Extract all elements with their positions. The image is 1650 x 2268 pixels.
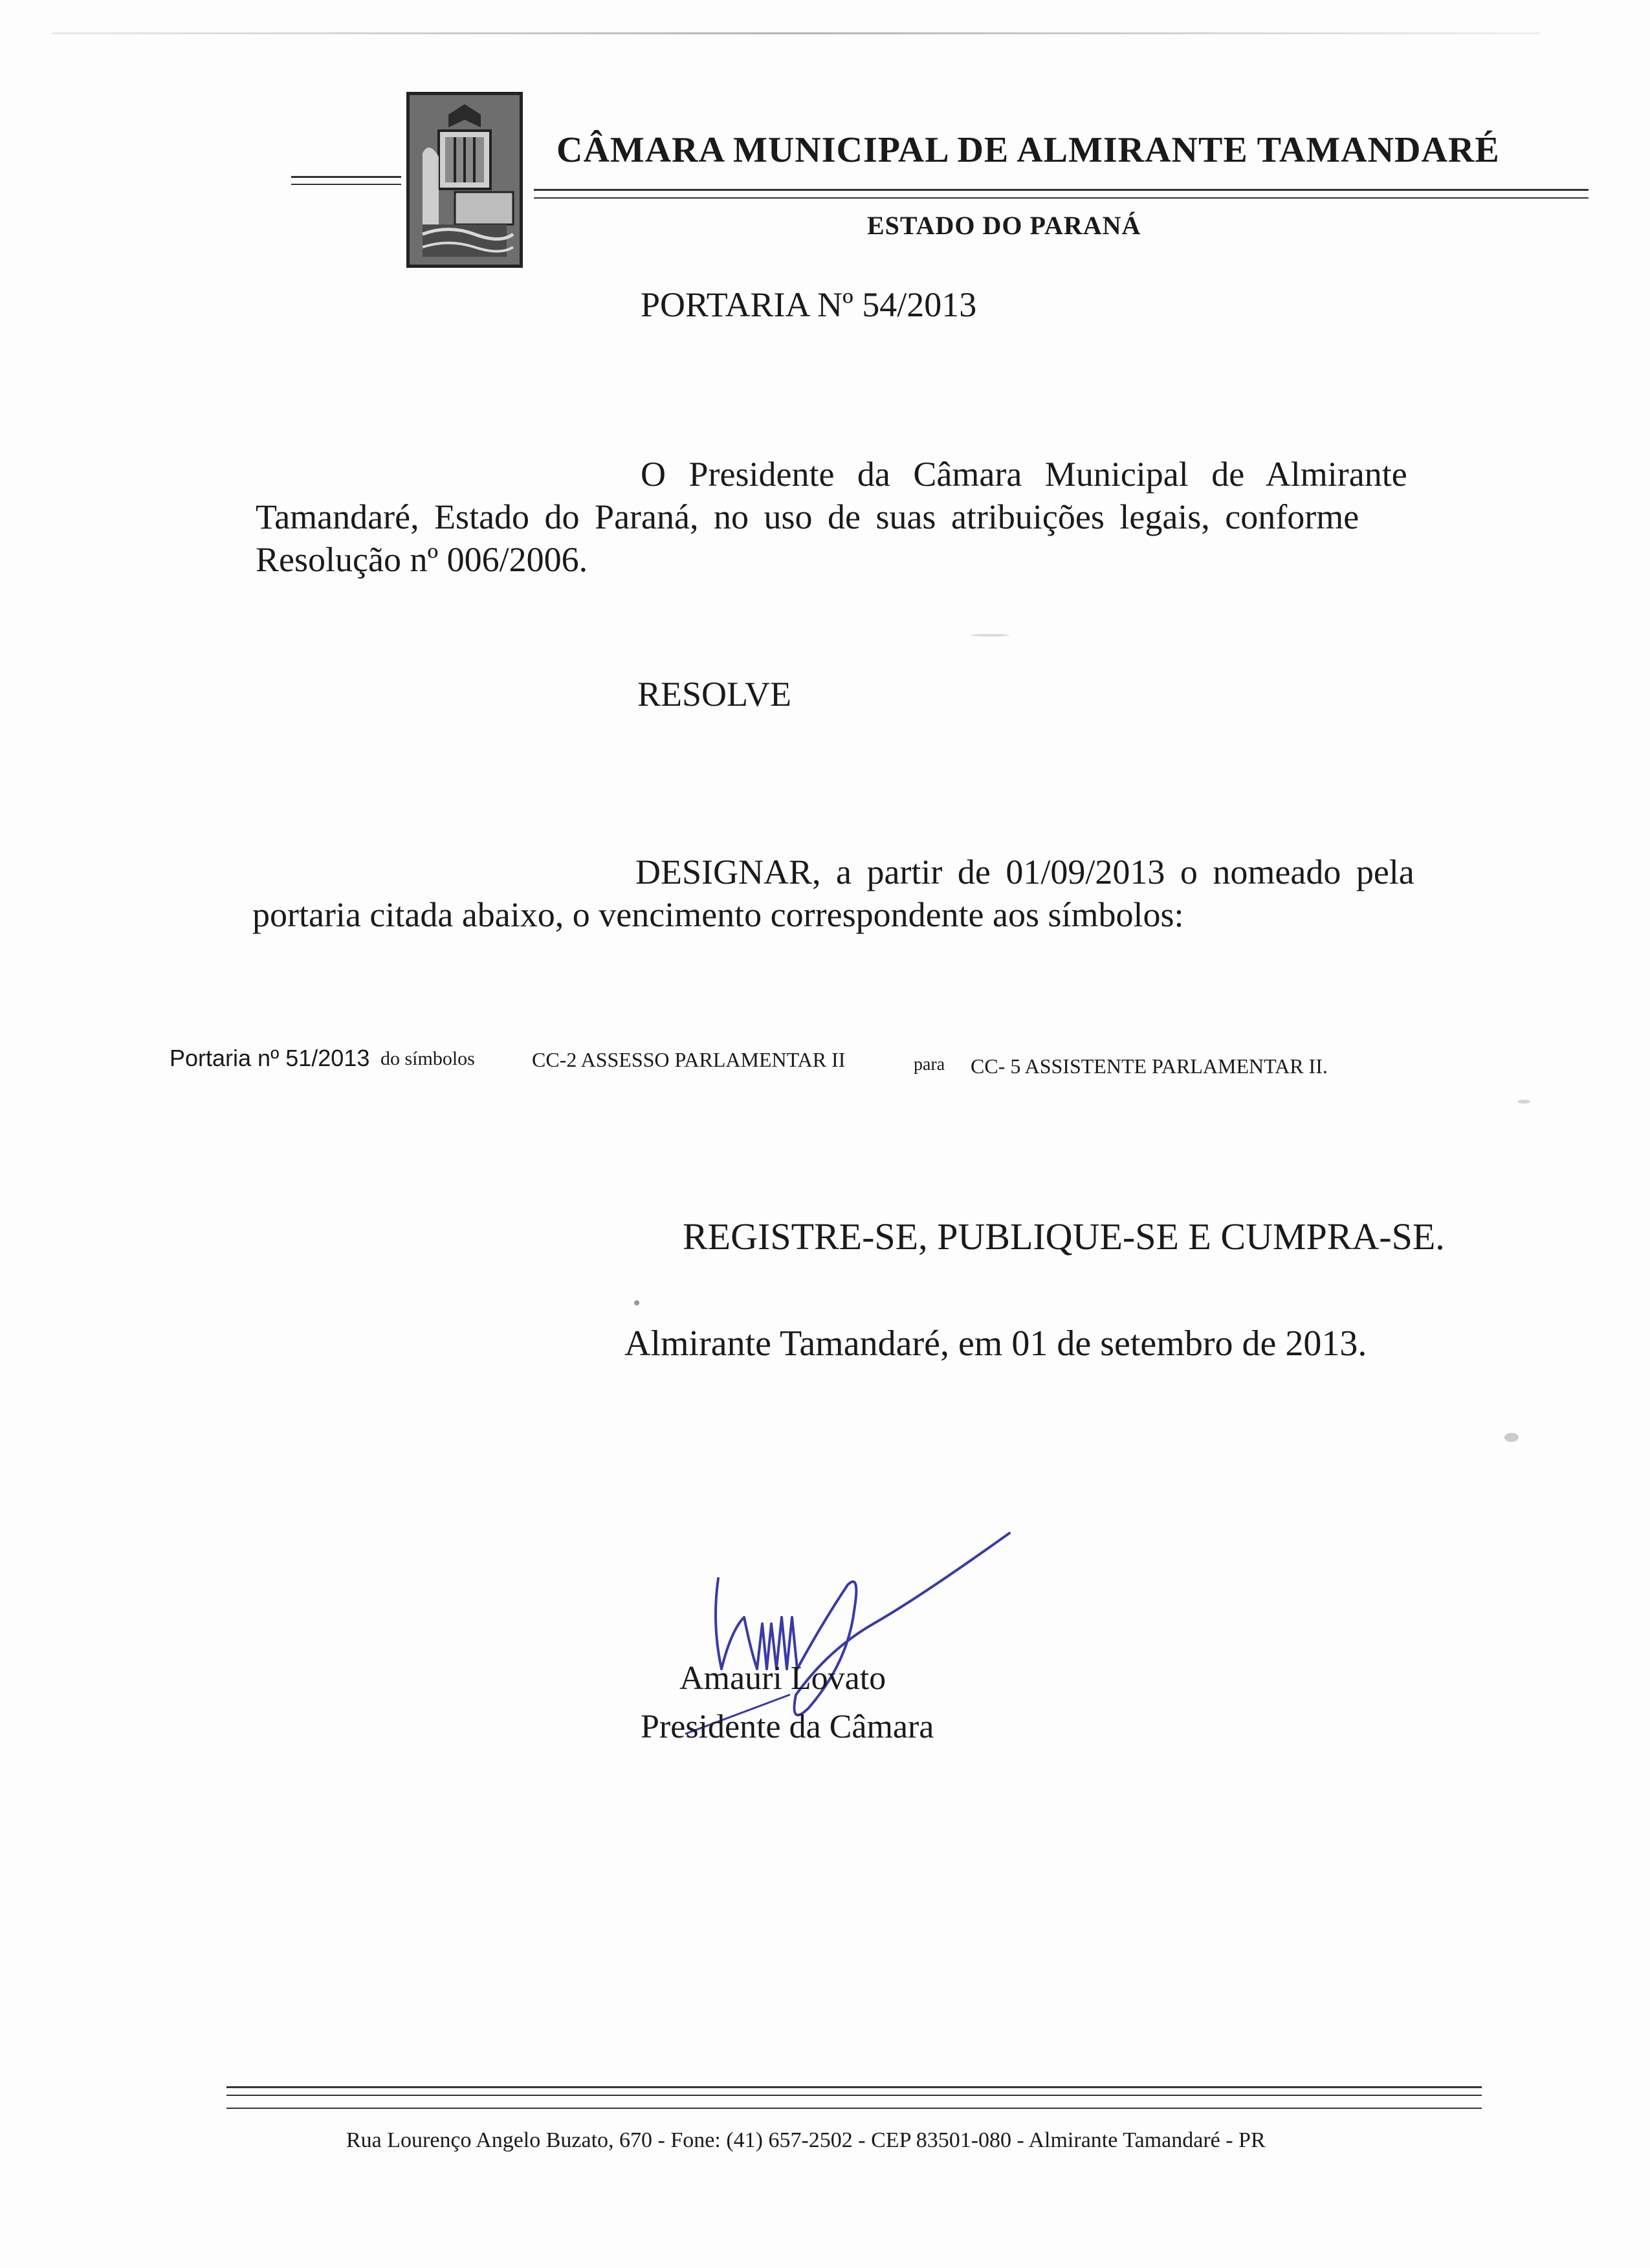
detail-to-symbol: CC- 5 ASSISTENTE PARLAMENTAR II. (971, 1054, 1328, 1078)
detail-portaria-ref: Portaria nº 51/2013 (170, 1045, 370, 1071)
resolve-heading: RESOLVE (637, 675, 792, 714)
header-rule-left (291, 176, 401, 178)
footer-rule-2 (226, 2095, 1482, 2096)
footer-rule-1 (226, 2086, 1482, 2088)
preamble-line-3: Resolução nº 006/2006. (256, 540, 588, 579)
preamble-line-1-text: O Presidente da Câmara Municipal de Almirante (641, 455, 1407, 494)
coat-of-arms-icon (406, 92, 523, 268)
designation-line-2: portaria citada abaixo, o vencimento correspondente aos símbolos: (252, 895, 1184, 934)
header-rule-right (534, 189, 1589, 191)
footer-address: Rua Lourenço Angelo Buzato, 670 - Fone: (41) 657-2502 - CEP 83501-080 - Almirante Tamandaré - PR (346, 2128, 1266, 2152)
header-rule-left-2 (291, 184, 401, 185)
header-rule-right-2 (534, 197, 1589, 199)
footer-rule-3 (226, 2108, 1482, 2109)
scan-edge-line (52, 32, 1540, 34)
detail-do-simbolos: do símbolos (380, 1048, 475, 1069)
place-and-date: Almirante Tamandaré, em 01 de setembro de 2013. (624, 1324, 1367, 1364)
designation-paragraph (252, 851, 1521, 936)
scan-speck (1517, 1100, 1530, 1104)
scan-speck (971, 634, 1009, 637)
signatory-role: Presidente da Câmara (641, 1708, 934, 1745)
signatory-name: Amauri Lovato (679, 1660, 886, 1697)
portaria-number: PORTARIA Nº 54/2013 (641, 285, 977, 324)
detail-from-symbol: CC-2 ASSESSO PARLAMENTAR II (532, 1048, 846, 1071)
preamble-line-1 (256, 453, 1524, 496)
scan-speck (634, 1300, 639, 1305)
preamble-paragraph (256, 453, 1524, 581)
state-subtitle: ESTADO DO PARANÁ (867, 211, 1141, 240)
detail-para: para (914, 1054, 945, 1074)
scan-speck (1504, 1433, 1519, 1442)
preamble-line-2: Tamandaré, Estado do Paraná, no uso de suas atribuições legais, conforme (256, 497, 1359, 536)
chamber-title: CÂMARA MUNICIPAL DE ALMIRANTE TAMANDARÉ (556, 130, 1500, 170)
closing-formula: REGISTRE-SE, PUBLIQUE-SE E CUMPRA-SE. (683, 1216, 1445, 1258)
designation-line-1: DESIGNAR, a partir de 01/09/2013 o nomeado pela (635, 853, 1414, 891)
